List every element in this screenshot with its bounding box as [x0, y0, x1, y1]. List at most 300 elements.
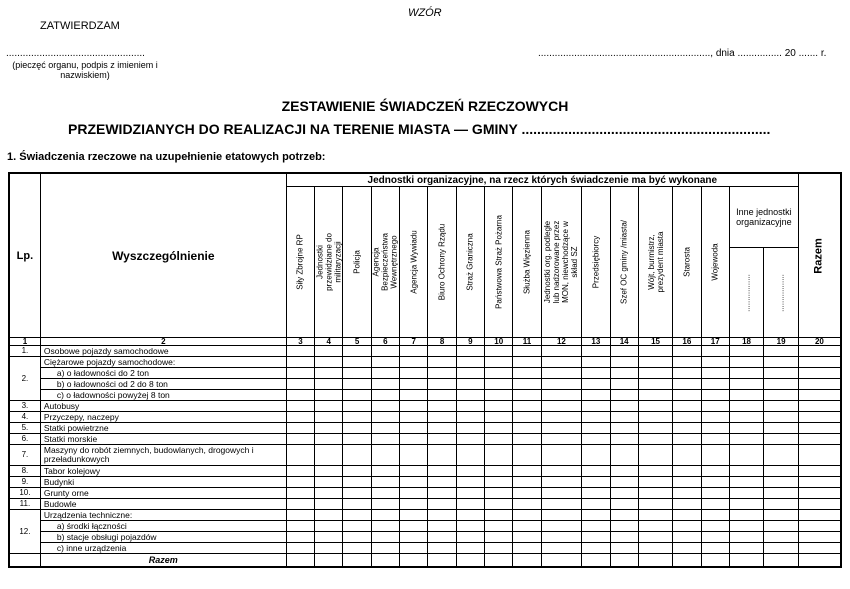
value-cell[interactable] — [541, 423, 581, 434]
value-cell[interactable] — [343, 521, 371, 532]
value-cell[interactable] — [610, 401, 638, 412]
value-cell[interactable] — [582, 346, 610, 357]
value-cell[interactable] — [286, 401, 314, 412]
value-cell[interactable] — [315, 346, 343, 357]
value-cell[interactable] — [428, 346, 456, 357]
value-cell[interactable] — [315, 521, 343, 532]
value-cell[interactable] — [582, 390, 610, 401]
value-cell[interactable] — [729, 434, 763, 445]
value-cell[interactable] — [729, 379, 763, 390]
value-cell[interactable] — [513, 357, 541, 368]
value-cell[interactable] — [456, 477, 484, 488]
value-cell[interactable] — [541, 499, 581, 510]
value-cell[interactable] — [428, 466, 456, 477]
value-cell[interactable] — [428, 445, 456, 466]
value-cell[interactable] — [456, 412, 484, 423]
total-cell[interactable] — [638, 554, 672, 568]
total-cell[interactable] — [428, 554, 456, 568]
value-cell[interactable] — [456, 423, 484, 434]
total-cell[interactable] — [456, 554, 484, 568]
value-cell[interactable] — [286, 477, 314, 488]
value-cell[interactable] — [456, 346, 484, 357]
value-cell[interactable] — [428, 434, 456, 445]
value-cell[interactable] — [513, 477, 541, 488]
value-cell[interactable] — [315, 532, 343, 543]
value-cell[interactable] — [286, 434, 314, 445]
value-cell[interactable] — [701, 368, 729, 379]
value-cell[interactable] — [400, 543, 428, 554]
value-cell[interactable] — [400, 499, 428, 510]
value-cell[interactable] — [371, 532, 399, 543]
value-cell[interactable] — [343, 390, 371, 401]
value-cell[interactable] — [428, 368, 456, 379]
value-cell[interactable] — [764, 412, 799, 423]
value-cell[interactable] — [541, 521, 581, 532]
value-cell[interactable] — [610, 434, 638, 445]
value-cell[interactable] — [638, 390, 672, 401]
value-cell[interactable] — [582, 499, 610, 510]
value-cell[interactable] — [701, 379, 729, 390]
value-cell[interactable] — [371, 423, 399, 434]
value-cell[interactable] — [798, 346, 841, 357]
value-cell[interactable] — [764, 532, 799, 543]
value-cell[interactable] — [798, 488, 841, 499]
value-cell[interactable] — [400, 412, 428, 423]
value-cell[interactable] — [701, 466, 729, 477]
value-cell[interactable] — [400, 521, 428, 532]
value-cell[interactable] — [798, 466, 841, 477]
value-cell[interactable] — [701, 423, 729, 434]
value-cell[interactable] — [428, 390, 456, 401]
value-cell[interactable] — [764, 543, 799, 554]
value-cell[interactable] — [485, 412, 513, 423]
value-cell[interactable] — [701, 488, 729, 499]
value-cell[interactable] — [729, 477, 763, 488]
value-cell[interactable] — [371, 477, 399, 488]
value-cell[interactable] — [428, 510, 456, 521]
value-cell[interactable] — [513, 368, 541, 379]
value-cell[interactable] — [582, 445, 610, 466]
value-cell[interactable] — [371, 368, 399, 379]
value-cell[interactable] — [315, 379, 343, 390]
value-cell[interactable] — [315, 434, 343, 445]
value-cell[interactable] — [371, 434, 399, 445]
value-cell[interactable] — [798, 401, 841, 412]
value-cell[interactable] — [798, 434, 841, 445]
value-cell[interactable] — [315, 390, 343, 401]
value-cell[interactable] — [729, 346, 763, 357]
value-cell[interactable] — [701, 477, 729, 488]
value-cell[interactable] — [400, 346, 428, 357]
value-cell[interactable] — [485, 346, 513, 357]
value-cell[interactable] — [610, 357, 638, 368]
total-cell[interactable] — [343, 554, 371, 568]
value-cell[interactable] — [701, 401, 729, 412]
value-cell[interactable] — [485, 466, 513, 477]
value-cell[interactable] — [673, 412, 701, 423]
value-cell[interactable] — [610, 532, 638, 543]
total-cell[interactable] — [485, 554, 513, 568]
value-cell[interactable] — [638, 357, 672, 368]
value-cell[interactable] — [582, 477, 610, 488]
value-cell[interactable] — [764, 357, 799, 368]
value-cell[interactable] — [638, 434, 672, 445]
value-cell[interactable] — [428, 401, 456, 412]
value-cell[interactable] — [729, 488, 763, 499]
value-cell[interactable] — [456, 521, 484, 532]
value-cell[interactable] — [343, 357, 371, 368]
value-cell[interactable] — [371, 445, 399, 466]
value-cell[interactable] — [485, 357, 513, 368]
value-cell[interactable] — [371, 521, 399, 532]
value-cell[interactable] — [315, 466, 343, 477]
value-cell[interactable] — [638, 346, 672, 357]
value-cell[interactable] — [343, 401, 371, 412]
value-cell[interactable] — [610, 488, 638, 499]
value-cell[interactable] — [582, 379, 610, 390]
value-cell[interactable] — [315, 401, 343, 412]
value-cell[interactable] — [582, 510, 610, 521]
value-cell[interactable] — [343, 445, 371, 466]
value-cell[interactable] — [400, 368, 428, 379]
value-cell[interactable] — [701, 445, 729, 466]
value-cell[interactable] — [456, 390, 484, 401]
value-cell[interactable] — [764, 466, 799, 477]
value-cell[interactable] — [400, 401, 428, 412]
value-cell[interactable] — [541, 390, 581, 401]
value-cell[interactable] — [638, 423, 672, 434]
value-cell[interactable] — [400, 379, 428, 390]
value-cell[interactable] — [541, 488, 581, 499]
value-cell[interactable] — [701, 357, 729, 368]
value-cell[interactable] — [315, 477, 343, 488]
value-cell[interactable] — [485, 390, 513, 401]
value-cell[interactable] — [456, 532, 484, 543]
value-cell[interactable] — [764, 445, 799, 466]
value-cell[interactable] — [764, 477, 799, 488]
value-cell[interactable] — [582, 488, 610, 499]
value-cell[interactable] — [764, 510, 799, 521]
value-cell[interactable] — [638, 510, 672, 521]
value-cell[interactable] — [610, 521, 638, 532]
value-cell[interactable] — [428, 357, 456, 368]
value-cell[interactable] — [764, 346, 799, 357]
value-cell[interactable] — [485, 499, 513, 510]
value-cell[interactable] — [428, 488, 456, 499]
total-cell[interactable] — [286, 554, 314, 568]
value-cell[interactable] — [315, 510, 343, 521]
value-cell[interactable] — [798, 532, 841, 543]
value-cell[interactable] — [582, 434, 610, 445]
value-cell[interactable] — [764, 368, 799, 379]
value-cell[interactable] — [371, 346, 399, 357]
value-cell[interactable] — [673, 390, 701, 401]
value-cell[interactable] — [638, 543, 672, 554]
value-cell[interactable] — [371, 379, 399, 390]
value-cell[interactable] — [485, 532, 513, 543]
value-cell[interactable] — [456, 379, 484, 390]
value-cell[interactable] — [541, 532, 581, 543]
total-cell[interactable] — [371, 554, 399, 568]
value-cell[interactable] — [582, 412, 610, 423]
value-cell[interactable] — [798, 423, 841, 434]
value-cell[interactable] — [513, 401, 541, 412]
value-cell[interactable] — [764, 379, 799, 390]
value-cell[interactable] — [764, 434, 799, 445]
value-cell[interactable] — [513, 390, 541, 401]
value-cell[interactable] — [729, 510, 763, 521]
value-cell[interactable] — [456, 510, 484, 521]
value-cell[interactable] — [400, 466, 428, 477]
value-cell[interactable] — [286, 543, 314, 554]
value-cell[interactable] — [315, 412, 343, 423]
value-cell[interactable] — [428, 521, 456, 532]
value-cell[interactable] — [286, 423, 314, 434]
value-cell[interactable] — [798, 543, 841, 554]
value-cell[interactable] — [315, 357, 343, 368]
value-cell[interactable] — [485, 423, 513, 434]
value-cell[interactable] — [701, 532, 729, 543]
value-cell[interactable] — [673, 521, 701, 532]
value-cell[interactable] — [343, 466, 371, 477]
value-cell[interactable] — [764, 390, 799, 401]
value-cell[interactable] — [315, 543, 343, 554]
value-cell[interactable] — [513, 499, 541, 510]
value-cell[interactable] — [343, 412, 371, 423]
value-cell[interactable] — [371, 412, 399, 423]
value-cell[interactable] — [582, 423, 610, 434]
value-cell[interactable] — [701, 346, 729, 357]
value-cell[interactable] — [541, 379, 581, 390]
value-cell[interactable] — [485, 434, 513, 445]
total-cell[interactable] — [764, 554, 799, 568]
value-cell[interactable] — [638, 488, 672, 499]
total-cell[interactable] — [798, 554, 841, 568]
value-cell[interactable] — [400, 510, 428, 521]
value-cell[interactable] — [485, 510, 513, 521]
value-cell[interactable] — [428, 423, 456, 434]
value-cell[interactable] — [286, 499, 314, 510]
value-cell[interactable] — [541, 445, 581, 466]
value-cell[interactable] — [400, 434, 428, 445]
value-cell[interactable] — [371, 401, 399, 412]
total-cell[interactable] — [729, 554, 763, 568]
value-cell[interactable] — [286, 346, 314, 357]
value-cell[interactable] — [343, 499, 371, 510]
value-cell[interactable] — [456, 445, 484, 466]
value-cell[interactable] — [673, 510, 701, 521]
value-cell[interactable] — [456, 499, 484, 510]
value-cell[interactable] — [343, 368, 371, 379]
value-cell[interactable] — [673, 445, 701, 466]
value-cell[interactable] — [673, 423, 701, 434]
value-cell[interactable] — [729, 543, 763, 554]
value-cell[interactable] — [541, 510, 581, 521]
value-cell[interactable] — [764, 499, 799, 510]
value-cell[interactable] — [513, 445, 541, 466]
value-cell[interactable] — [286, 488, 314, 499]
value-cell[interactable] — [582, 543, 610, 554]
value-cell[interactable] — [701, 510, 729, 521]
value-cell[interactable] — [456, 543, 484, 554]
value-cell[interactable] — [513, 510, 541, 521]
value-cell[interactable] — [729, 368, 763, 379]
value-cell[interactable] — [400, 532, 428, 543]
value-cell[interactable] — [673, 477, 701, 488]
value-cell[interactable] — [638, 466, 672, 477]
value-cell[interactable] — [610, 379, 638, 390]
value-cell[interactable] — [428, 412, 456, 423]
value-cell[interactable] — [371, 543, 399, 554]
value-cell[interactable] — [729, 412, 763, 423]
value-cell[interactable] — [315, 499, 343, 510]
value-cell[interactable] — [610, 346, 638, 357]
value-cell[interactable] — [701, 390, 729, 401]
value-cell[interactable] — [701, 543, 729, 554]
value-cell[interactable] — [343, 346, 371, 357]
value-cell[interactable] — [315, 423, 343, 434]
value-cell[interactable] — [456, 466, 484, 477]
value-cell[interactable] — [673, 532, 701, 543]
value-cell[interactable] — [673, 543, 701, 554]
value-cell[interactable] — [541, 543, 581, 554]
value-cell[interactable] — [610, 510, 638, 521]
value-cell[interactable] — [456, 368, 484, 379]
value-cell[interactable] — [764, 521, 799, 532]
value-cell[interactable] — [513, 434, 541, 445]
value-cell[interactable] — [286, 368, 314, 379]
value-cell[interactable] — [638, 499, 672, 510]
value-cell[interactable] — [315, 445, 343, 466]
value-cell[interactable] — [513, 466, 541, 477]
value-cell[interactable] — [286, 357, 314, 368]
value-cell[interactable] — [315, 368, 343, 379]
value-cell[interactable] — [638, 379, 672, 390]
value-cell[interactable] — [701, 412, 729, 423]
value-cell[interactable] — [513, 521, 541, 532]
value-cell[interactable] — [638, 521, 672, 532]
value-cell[interactable] — [428, 499, 456, 510]
value-cell[interactable] — [673, 346, 701, 357]
value-cell[interactable] — [371, 488, 399, 499]
value-cell[interactable] — [428, 477, 456, 488]
value-cell[interactable] — [485, 445, 513, 466]
total-cell[interactable] — [400, 554, 428, 568]
value-cell[interactable] — [513, 412, 541, 423]
value-cell[interactable] — [610, 499, 638, 510]
value-cell[interactable] — [638, 532, 672, 543]
value-cell[interactable] — [701, 434, 729, 445]
value-cell[interactable] — [315, 488, 343, 499]
value-cell[interactable] — [513, 346, 541, 357]
value-cell[interactable] — [798, 499, 841, 510]
total-cell[interactable] — [673, 554, 701, 568]
value-cell[interactable] — [610, 445, 638, 466]
value-cell[interactable] — [798, 412, 841, 423]
value-cell[interactable] — [485, 543, 513, 554]
value-cell[interactable] — [729, 357, 763, 368]
value-cell[interactable] — [513, 532, 541, 543]
value-cell[interactable] — [513, 488, 541, 499]
value-cell[interactable] — [582, 401, 610, 412]
value-cell[interactable] — [541, 477, 581, 488]
value-cell[interactable] — [582, 466, 610, 477]
value-cell[interactable] — [428, 543, 456, 554]
value-cell[interactable] — [673, 488, 701, 499]
value-cell[interactable] — [729, 466, 763, 477]
value-cell[interactable] — [513, 379, 541, 390]
value-cell[interactable] — [729, 390, 763, 401]
value-cell[interactable] — [729, 401, 763, 412]
value-cell[interactable] — [701, 521, 729, 532]
value-cell[interactable] — [400, 357, 428, 368]
value-cell[interactable] — [673, 357, 701, 368]
value-cell[interactable] — [729, 445, 763, 466]
value-cell[interactable] — [343, 423, 371, 434]
value-cell[interactable] — [343, 543, 371, 554]
value-cell[interactable] — [729, 532, 763, 543]
value-cell[interactable] — [610, 390, 638, 401]
value-cell[interactable] — [764, 401, 799, 412]
value-cell[interactable] — [400, 423, 428, 434]
value-cell[interactable] — [485, 379, 513, 390]
value-cell[interactable] — [638, 445, 672, 466]
value-cell[interactable] — [371, 510, 399, 521]
value-cell[interactable] — [764, 488, 799, 499]
value-cell[interactable] — [541, 346, 581, 357]
value-cell[interactable] — [582, 357, 610, 368]
value-cell[interactable] — [701, 499, 729, 510]
value-cell[interactable] — [541, 466, 581, 477]
value-cell[interactable] — [456, 357, 484, 368]
value-cell[interactable] — [541, 434, 581, 445]
value-cell[interactable] — [582, 368, 610, 379]
value-cell[interactable] — [541, 357, 581, 368]
value-cell[interactable] — [400, 488, 428, 499]
value-cell[interactable] — [343, 510, 371, 521]
value-cell[interactable] — [638, 412, 672, 423]
value-cell[interactable] — [729, 521, 763, 532]
value-cell[interactable] — [764, 423, 799, 434]
value-cell[interactable] — [729, 423, 763, 434]
value-cell[interactable] — [638, 368, 672, 379]
value-cell[interactable] — [610, 412, 638, 423]
value-cell[interactable] — [541, 401, 581, 412]
value-cell[interactable] — [638, 477, 672, 488]
value-cell[interactable] — [582, 532, 610, 543]
total-cell[interactable] — [541, 554, 581, 568]
value-cell[interactable] — [638, 401, 672, 412]
value-cell[interactable] — [729, 499, 763, 510]
value-cell[interactable] — [400, 445, 428, 466]
value-cell[interactable] — [343, 532, 371, 543]
value-cell[interactable] — [798, 445, 841, 466]
value-cell[interactable] — [371, 466, 399, 477]
value-cell[interactable] — [286, 532, 314, 543]
value-cell[interactable] — [541, 412, 581, 423]
value-cell[interactable] — [610, 368, 638, 379]
value-cell[interactable] — [485, 368, 513, 379]
value-cell[interactable] — [798, 390, 841, 401]
total-cell[interactable] — [610, 554, 638, 568]
value-cell[interactable] — [286, 445, 314, 466]
value-cell[interactable] — [286, 466, 314, 477]
total-cell[interactable] — [315, 554, 343, 568]
value-cell[interactable] — [343, 379, 371, 390]
value-cell[interactable] — [610, 543, 638, 554]
value-cell[interactable] — [400, 477, 428, 488]
value-cell[interactable] — [485, 521, 513, 532]
